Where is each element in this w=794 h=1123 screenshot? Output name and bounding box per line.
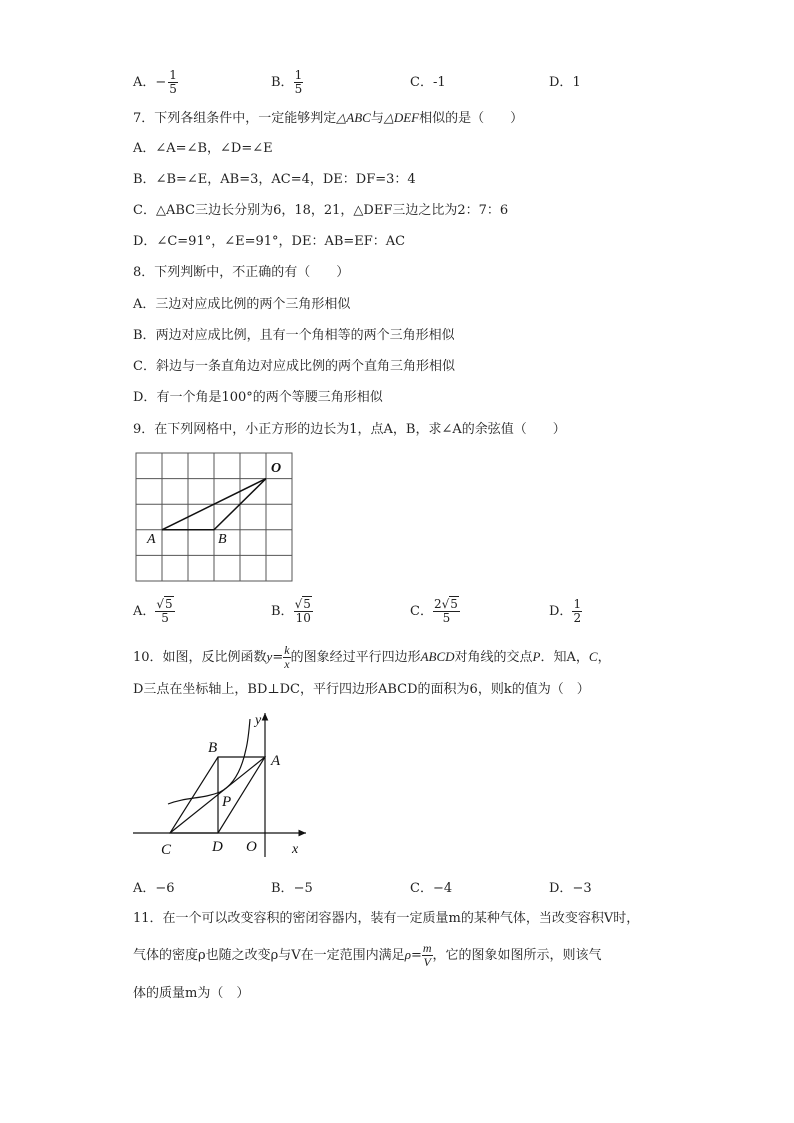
label-a: A bbox=[147, 532, 156, 547]
fraction-m-over-v: $\frac{m}{V}$ bbox=[422, 941, 432, 969]
label-p: P bbox=[222, 794, 232, 810]
q10-line1: 10．如图，反比例函数y= $\frac{k}{x}$ 的图象经过平行四边形ABCD对角线的交点P．知A，C， bbox=[133, 643, 611, 671]
minus-sign: − bbox=[155, 75, 167, 90]
q11-line1: 11．在一个可以改变容积的密闭容器内，装有一定质量m的某种气体，当改变容积V时， bbox=[133, 911, 640, 926]
q7-option-c: C．△ABC三边长分别为6，18，21，△DEF三边之比为2：7：6 bbox=[133, 203, 509, 218]
label-o: O bbox=[271, 461, 282, 476]
q8-option-a: A．三边对应成比例的两个三角形相似 bbox=[133, 297, 351, 312]
fraction: $\frac{1}{5}$ bbox=[294, 68, 303, 96]
fraction: $\frac{2√5}{5}$ bbox=[433, 597, 458, 625]
q11-line2: 气体的密度ρ也随之改变ρ与V在一定范围内满足ρ= $\frac{m}{V}$ ，它的图象如图所示，则该气 bbox=[133, 941, 602, 969]
fraction: $\frac{1}{2}$ bbox=[573, 597, 582, 625]
option-label: D． bbox=[549, 75, 573, 90]
q6-option-c bbox=[410, 66, 446, 100]
q10-option-d: D．−3 bbox=[549, 881, 592, 896]
hyperbola-curve bbox=[168, 719, 250, 804]
q7-option-d: D．∠C=91°，∠E=91°，DE：AB=EF：AC bbox=[133, 234, 406, 249]
label-b: B bbox=[218, 532, 227, 547]
triangle-def: △DEF bbox=[383, 110, 420, 125]
option-text: -1 bbox=[432, 75, 446, 90]
label-a: A bbox=[271, 753, 281, 769]
label-b: B bbox=[208, 740, 218, 756]
q6-option-a bbox=[133, 66, 178, 100]
q8-option-c: C．斜边与一条直角边对应成比例的两个直角三角形相似 bbox=[133, 359, 455, 374]
q8-option-d: D．有一个角是100°的两个等腰三角形相似 bbox=[133, 390, 383, 405]
q9-grid-figure bbox=[128, 448, 300, 586]
fraction: $\frac{√5}{5}$ bbox=[156, 597, 173, 625]
option-text: 1 bbox=[572, 75, 581, 90]
label-d: D bbox=[212, 839, 223, 855]
q8-option-b: B．两边对应成比例，且有一个角相等的两个三角形相似 bbox=[133, 328, 455, 343]
q6-option-d bbox=[549, 66, 581, 100]
fraction: $\frac{1}{5}$ bbox=[169, 68, 177, 96]
q9-option-d: D． $\frac{1}{2}$ bbox=[549, 597, 582, 625]
q10-options bbox=[133, 877, 653, 897]
label-x: x bbox=[292, 842, 299, 857]
grid-lines bbox=[136, 453, 292, 581]
q9-options bbox=[133, 594, 653, 630]
q10-line2: D三点在坐标轴上，BD⊥DC，平行四边形ABCD的面积为6，则k的值为（ ） bbox=[133, 682, 590, 697]
q10-figure bbox=[128, 707, 313, 862]
label-y: y bbox=[255, 713, 262, 728]
option-label: B． bbox=[271, 75, 294, 90]
label-c: C bbox=[161, 842, 172, 858]
q10-option-c: C．−4 bbox=[410, 881, 453, 896]
q6-option-b bbox=[271, 66, 303, 100]
q6-options bbox=[133, 66, 653, 100]
fraction-k-over-x: $\frac{k}{x}$ bbox=[284, 643, 290, 671]
q7-stem: 7．下列各组条件中，一定能够判定△ABC与△DEF相似的是（ ） bbox=[133, 110, 524, 126]
fraction: $\frac{√5}{10}$ bbox=[294, 597, 311, 625]
triangle-abc: △ABC bbox=[336, 110, 371, 125]
q9-option-c: C． $\frac{2√5}{5}$ bbox=[410, 597, 458, 625]
q9-option-a: A． $\frac{√5}{5}$ bbox=[133, 597, 173, 625]
q11-line3: 体的质量m为（ ） bbox=[133, 986, 250, 1001]
option-label: C． bbox=[410, 75, 433, 90]
q10-option-b: B．−5 bbox=[271, 881, 313, 896]
q9-option-b: B． $\frac{√5}{10}$ bbox=[271, 597, 311, 625]
q7-option-b: B．∠B=∠E，AB=3，AC=4，DE：DF=3：4 bbox=[133, 172, 416, 187]
q9-stem: 9．在下列网格中，小正方形的边长为1，点A，B，求∠A的余弦值（ ） bbox=[133, 422, 566, 437]
q10-option-a: A．−6 bbox=[133, 881, 175, 896]
q8-stem: 8．下列判断中，不正确的有（ ） bbox=[133, 265, 350, 280]
label-o: O bbox=[246, 839, 257, 855]
option-label: A． bbox=[133, 75, 156, 90]
q7-option-a: A．∠A=∠B，∠D=∠E bbox=[133, 141, 273, 156]
